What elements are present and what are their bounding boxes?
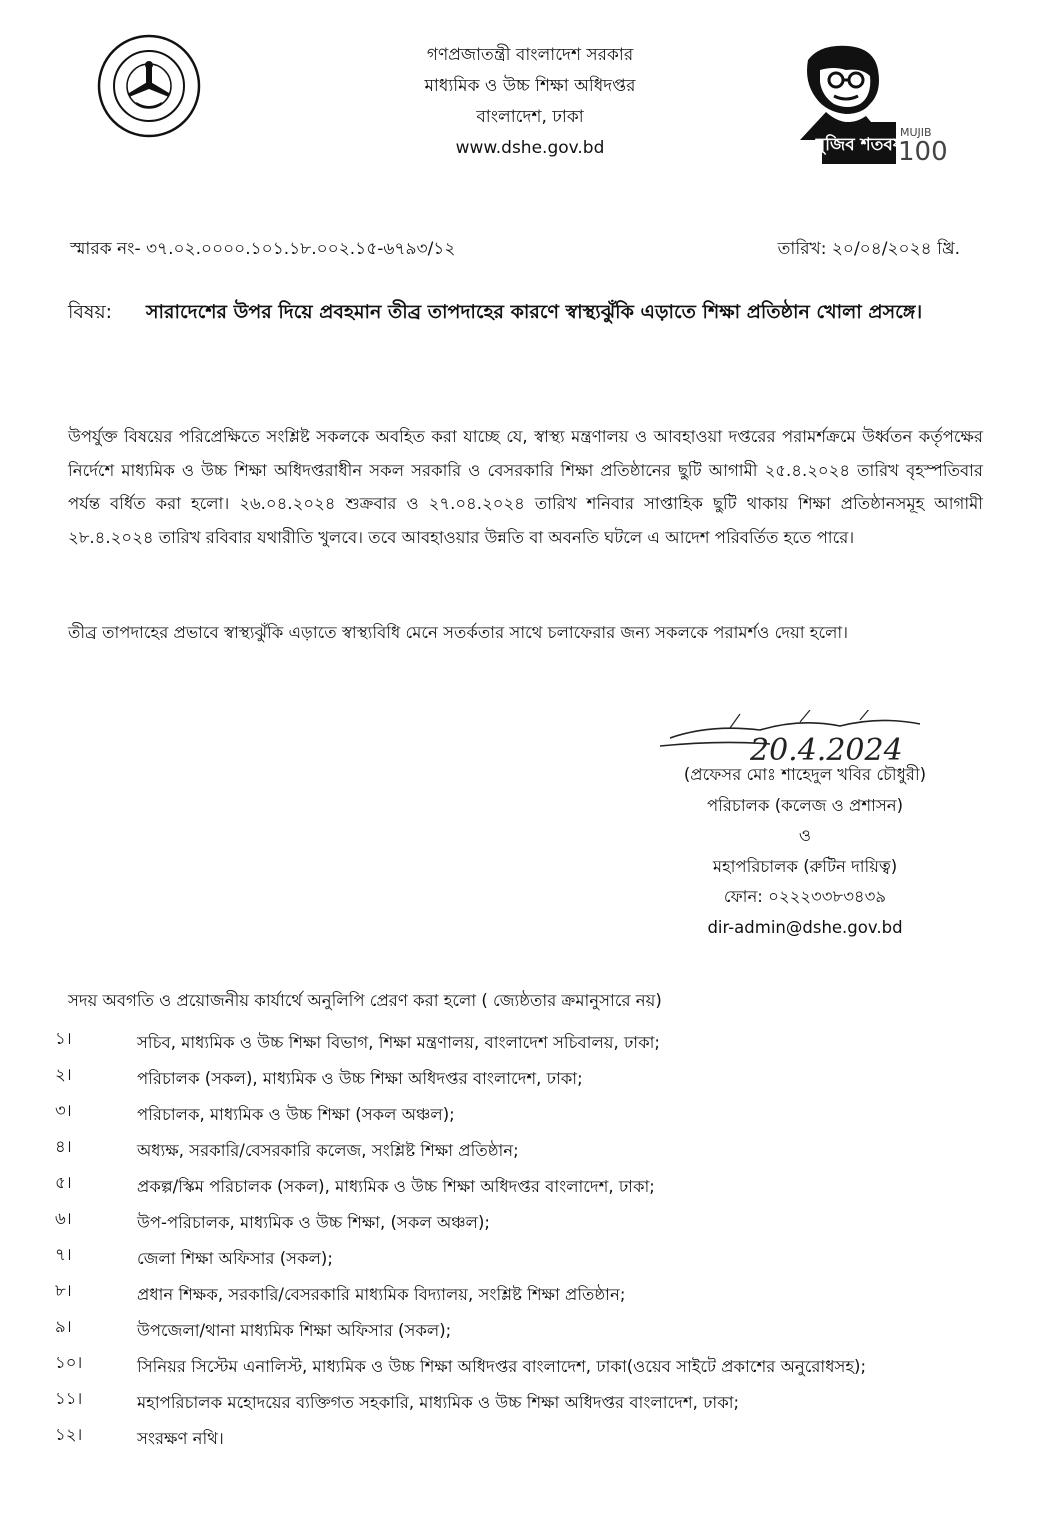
subject-text: সারাদেশের উপর দিয়ে প্রবহমান তীব্র তাপদাহের কারণে স্বাস্থ্যঝুঁকি এড়াতে শিক্ষা প্রতিষ্ঠান খোলা প্রসঙ্গে। — [146, 301, 923, 323]
distribution-intro: সদয় অবগতি ও প্রয়োজনীয় কার্যার্থে অনুলিপি প্রেরণ করা হলো ( জ্যেষ্ঠতার ক্রমানুসারে নয়) — [68, 991, 662, 1010]
list-item — [55, 1026, 1015, 1062]
list-item — [55, 1314, 1015, 1350]
distribution-list — [55, 1026, 1015, 1458]
list-item — [55, 1062, 1015, 1098]
list-item-text: প্রধান শিক্ষক, সরকারি/বেসরকারি মাধ্যমিক বিদ্যালয়, সংশ্লিষ্ট শিক্ষা প্রতিষ্ঠান; — [137, 1285, 626, 1304]
list-item-number: ৯। — [55, 1317, 72, 1336]
signatory-phone: ফোন: ০২২২৩৩৮৩৪৩৯ — [723, 887, 887, 906]
signatory-title-2: মহাপরিচালক (রুটিন দায়িত্ব) — [712, 856, 898, 876]
office-header — [330, 40, 730, 164]
subject-label: বিষয়: — [68, 301, 113, 323]
list-item-text: সিনিয়র সিস্টেম এনালিস্ট, মাধ্যমিক ও উচ্চ শিক্ষা অধিদপ্তর বাংলাদেশ, ঢাকা(ওয়েব সাইটে প্রকাশের অনুরোধসহ); — [137, 1357, 867, 1376]
memo-date: তারিখ: ২০/০৪/২০২৪ খ্রি. — [777, 239, 960, 259]
signatory-title-1: পরিচালক (কলেজ ও প্রশাসন) — [706, 795, 904, 815]
mujib-logo-number: 100 — [898, 137, 948, 166]
list-item-number: ৪। — [55, 1137, 72, 1156]
list-item-text: প্রকল্প/স্কিম পরিচালক (সকল), মাধ্যমিক ও উচ্চ শিক্ষা অধিদপ্তর বাংলাদেশ, ঢাকা; — [137, 1177, 655, 1196]
list-item-number: ৫। — [55, 1173, 72, 1192]
list-item-number: ১২। — [55, 1425, 83, 1444]
list-item-text: সচিব, মাধ্যমিক ও উচ্চ শিক্ষা বিভাগ, শিক্ষা মন্ত্রণালয়, বাংলাদেশ সচিবালয়, ঢাকা; — [137, 1033, 660, 1052]
list-item — [55, 1422, 1015, 1458]
list-item — [55, 1206, 1015, 1242]
signatory-name: (প্রফেসর মোঃ শাহেদুল খবির চৌধুরী) — [683, 765, 927, 784]
body-paragraph-1: উপর্যুক্ত বিষয়ের পরিপ্রেক্ষিতে সংশ্লিষ্ট সকলকে অবহিত করা যাচ্ছে যে, স্বাস্থ্য মন্ত্রণালয় ও আবহাওয়া দপ্তরের পরামর্শক্রমে উর্ধ্বতন কর্তৃপক্ষের নির্দেশে মাধ্যমিক ও উচ্চ শিক্ষা অধিদপ্তরাধীন সকল সরকারি ও বেসরকারি শিক্ষা প্রতিষ্ঠানের ছুটি আগামী ২৫.৪.২০২৪ তারিখ বৃহস্পতিবার পর্যন্ত বর্ধিত করা হলো। ২৬.০৪.২০২৪ শুক্রবার ও ২৭.০৪.২০২৪ তারিখ শনিবার সাপ্তাহিক ছুটি থাকায় শিক্ষা প্রতিষ্ঠানসমূহ আগামী ২৮.৪.২০২৪ তারিখ রবিবার যথারীতি খুলবে। তবে আবহাওয়ার উন্নতি বা অবনতি ঘটলে এ আদেশ পরিবর্তিত হতে পারে। — [68, 427, 983, 547]
body-paragraph-2: তীব্র তাপদাহের প্রভাবে স্বাস্থ্যঝুঁকি এড়াতে স্বাস্থ্যবিধি মেনে সতর্কতার সাথে চলাফেরার জন্য সকলকে পরামর্শও দেয়া হলো। — [68, 623, 849, 642]
list-item-number: ১। — [55, 1029, 72, 1048]
signatory-email[interactable]: dir-admin@dshe.gov.bd — [707, 917, 903, 937]
list-item — [55, 1242, 1015, 1278]
list-item — [55, 1134, 1015, 1170]
list-item-number: ১০। — [55, 1353, 83, 1372]
govt-name: গণপ্রজাতন্ত্রী বাংলাদেশ সরকার — [426, 45, 634, 65]
website-link[interactable]: www.dshe.gov.bd — [455, 138, 605, 158]
list-item-number: ৩। — [55, 1101, 72, 1120]
directorate-name: মাধ্যমিক ও উচ্চ শিক্ষা অধিদপ্তর — [424, 76, 636, 96]
mujib-logo-small: MUJIB — [900, 126, 932, 139]
list-item-number: ৮। — [55, 1281, 72, 1300]
signature-date: 20.4.2024 — [750, 733, 903, 768]
list-item-text: অধ্যক্ষ, সরকারি/বেসরকারি কলেজ, সংশ্লিষ্ট শিক্ষা প্রতিষ্ঠান; — [137, 1141, 519, 1160]
list-item-text: মহাপরিচালক মহোদয়ের ব্যক্তিগত সহকারি, মাধ্যমিক ও উচ্চ শিক্ষা অধিদপ্তর বাংলাদেশ, ঢাকা; — [137, 1393, 740, 1412]
list-item — [55, 1170, 1015, 1206]
list-item-text: জেলা শিক্ষা অফিসার (সকল); — [137, 1249, 333, 1268]
list-item-number: ৬। — [55, 1209, 72, 1228]
list-item-text: পরিচালক (সকল), মাধ্যমিক ও উচ্চ শিক্ষা অধিদপ্তর বাংলাদেশ, ঢাকা; — [137, 1069, 583, 1088]
list-item-number: ২। — [55, 1065, 72, 1084]
dshe-logo-icon — [96, 33, 202, 139]
list-item — [55, 1098, 1015, 1134]
office-location: বাংলাদেশ, ঢাকা — [476, 107, 584, 127]
list-item-number: ৭। — [55, 1245, 72, 1264]
memo-row — [70, 236, 970, 266]
list-item — [55, 1350, 1015, 1386]
list-item-text: পরিচালক, মাধ্যমিক ও উচ্চ শিক্ষা (সকল অঞ্চল); — [137, 1105, 455, 1124]
list-item-text: উপজেলা/থানা মাধ্যমিক শিক্ষা অফিসার (সকল); — [137, 1321, 452, 1340]
signature-block — [630, 760, 980, 943]
list-item-text: উপ-পরিচালক, মাধ্যমিক ও উচ্চ শিক্ষা, (সকল অঞ্চল); — [137, 1213, 490, 1232]
list-item-number: ১১। — [55, 1389, 83, 1408]
memo-number: স্মারক নং- ৩৭.০২.০০০০.১০১.১৮.০০২.১৫-৬৭৯৩/১২ — [70, 239, 456, 259]
mujib-100-logo-icon — [790, 40, 970, 166]
list-item-text: সংরক্ষণ নথি। — [137, 1429, 224, 1448]
mujib-logo-text: মুজিব শতবর্ষ — [815, 135, 903, 155]
signatory-and: ও — [798, 826, 812, 845]
list-item — [55, 1278, 1015, 1314]
list-item — [55, 1386, 1015, 1422]
